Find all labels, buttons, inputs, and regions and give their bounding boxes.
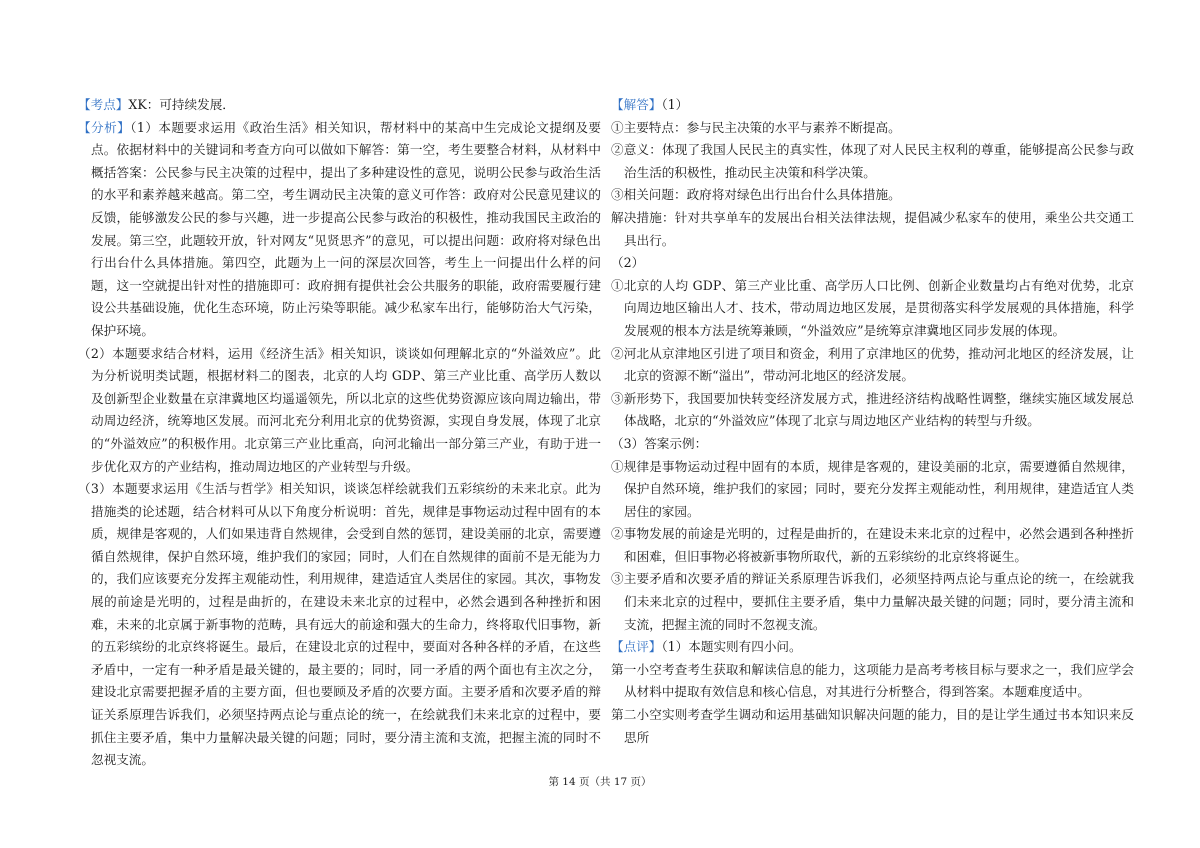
answer-line-3: ③相关问题：政府将对绿色出行出台什么具体措施。: [611, 187, 901, 203]
answer-line-9: （3）答案示例：: [611, 435, 708, 451]
jieda-paragraph: [611, 94, 1134, 117]
kaodian-paragraph: [78, 94, 601, 117]
dianping-tag: 【点评】: [611, 639, 662, 655]
answer-line-4: 解决措施：针对共享单车的发展出台相关法律法规，提倡减少私家车的使用，乘坐公共交通工具出行。: [611, 209, 1134, 248]
fenxi-tag: 【分析】: [78, 119, 131, 135]
dianping-paragraph: [611, 636, 1134, 659]
answer-line-8: ③新形势下，我国要加快转变经济发展方式，推进经济结构战略性调整，继续实施区域发展总体战略，北京的“外溢效应”体现了北京与周边地区产业结构的转型与升级。: [611, 390, 1134, 429]
kaodian-text: XK：可持续发展．: [128, 97, 235, 112]
fenxi-paragraph: [78, 117, 601, 343]
fenxi-paragraph-3: （3）本题要求运用《生活与哲学》相关知识，谈谈怎样绘就我们五彩缤纷的未来北京。此为措施类的论述题，结合材料可从以下角度分析说明：首先，规律是事物运动过程中固有的本质，规律是客观的，人们如果违背自然规律，会受到自然的惩罚，建设美丽的北京，需要遵循自然规律，保护自然环境，维护我们的家园；同时，人们在自然规律的面前不是无能为力的，我们应该要充分发挥主观能动性，利用规律，建造适宜人类居住的家园。其次，事物发展的前途是光明的，过程是曲折的，在建设未来北京的过程中，必然会遇到各种挫折和困难，未来的北京属于新事物的范畴，具有远大的前途和强大的生命力，终将取代旧事物，新的五彩缤纷的北京终将诞生。最后，在建设北京的过程中，要面对各种各样的矛盾，在这些矛盾中，一定有一种矛盾是最关键的，最主要的；同时，同一矛盾的两个面也有主次之分，建设北京需要把握矛盾的主要方面，但也要顾及矛盾的次要方面。主要矛盾和次要矛盾的辩证关系原理告诉我们，必须坚持两点论与重点论的统一，在绘就我们未来北京的过程中，要抓住主要矛盾，集中力量解决最关键的问题；同时，要分清主流和支流，把握主流的同时不忽视支流。: [78, 481, 601, 768]
left-column: [78, 94, 601, 772]
fenxi-text-1: （1）本题要求运用《政治生活》相关知识，帮材料中的某高中生完成论文提纲及要点。依据材料中的关键词和考查方向可以做如下解答：第一空，考生要整合材料，从材料中概括答案：公民参与民主决策的过程中，提出了多种建设性的意见，说明公民参与政治生活的水平和素养越来越高。第二空，考生调动民主决策的意义可作答：政府对公民意见建议的反馈，能够激发公民的参与兴趣，进一步提高公民参与政治的积极性，推动我国民主政治的发展。第三空，此题较开放，针对网友“见贤思齐”的意见，可以提出问题：政府将对绿色出行出台什么具体措施。第四空，此题为上一问的深层次回答，考生上一问提出什么样的问题，这一空就提出针对性的措施即可：政府拥有提供社会公共服务的职能，政府需要履行建设公共基础设施，优化生态环境，防止污染等职能。减少私家车出行，能够防治大气污染，保护环境。: [91, 119, 602, 338]
dianping-text-1: （1）本题实则有四小问。: [661, 639, 802, 655]
answer-line-11: ②事物发展的前途是光明的，过程是曲折的，在建设未来北京的过程中，必然会遇到各种挫折和困难，但旧事物必将被新事物所取代，新的五彩缤纷的北京终将诞生。: [611, 526, 1134, 564]
fenxi-paragraph-2: （2）本题要求结合材料，运用《经济生活》相关知识，谈谈如何理解北京的“外溢效应”。此为分析说明类试题，根据材料二的图表，北京的人均 GDP、第三产业比重、高学历人数以及创新型企业数量在京津冀地区均遥遥领先，所以北京的这些优势资源应该向周边输出，带动周边经济，统筹地区发展。而河北充分利用北京的优势资源，实现自身发展，体现了北京的“外溢效应”的积极作用。北京第三产业比重高，向河北输出一部分第三产业，有助于进一步优化双方的产业结构，推动周边地区的产业转型与升级。: [78, 345, 601, 474]
answer-line-7: ②河北从京津地区引进了项目和资金，利用了京津地区的优势，推动河北地区的经济发展，让北京的资源不断“溢出”，带动河北地区的经济发展。: [611, 345, 1134, 384]
answer-line-10: ①规律是事物运动过程中固有的本质，规律是客观的，建设美丽的北京，需要遵循自然规律，保护自然环境，维护我们的家园；同时，要充分发挥主观能动性，利用规律，建造适宜人类居住的家园。: [611, 458, 1134, 519]
answer-line-12: ③主要矛盾和次要矛盾的辩证关系原理告诉我们，必须坚持两点论与重点论的统一，在绘就我们未来北京的过程中，要抓住主要矛盾，集中力量解决最关键的问题；同时，要分清主流和支流，把握主流的同时不忽视支流。: [611, 571, 1134, 632]
answer-line-2: ②意义：体现了我国人民民主的真实性，体现了对人民民主权利的尊重，能够提高公民参与政治生活的积极性，推动民主决策和科学决策。: [611, 142, 1134, 180]
answer-line-1: ①主要特点：参与民主决策的水平与素养不断提高。: [611, 119, 901, 135]
jieda-text-1: （1）: [661, 97, 689, 112]
comment-line-2: 第二小空实则考查学生调动和运用基础知识解决问题的能力，目的是让学生通过书本知识来反思所: [611, 707, 1134, 745]
answer-line-5: （2）: [611, 255, 645, 271]
page-footer: 第 14 页（共 17 页）: [548, 776, 652, 788]
right-column: [611, 94, 1134, 749]
answer-line-6: ①北京的人均 GDP、第三产业比重、高学历人口比例、创新企业数量均占有绝对优势，北京向周边地区输出人才、技术，带动周边地区发展，是贯彻落实科学发展观的具体措施，科学发展观的根本方法是统筹兼顾，“外溢效应”是统筹京津冀地区同步发展的体现。: [611, 277, 1134, 338]
comment-line-1: 第一小空考查考生获取和解读信息的能力，这项能力是高考考核目标与要求之一，我们应学会从材料中提取有效信息和核心信息，对其进行分析整合，得到答案。本题难度适中。: [611, 661, 1134, 700]
kaodian-tag: 【考点】: [78, 97, 129, 112]
jieda-tag: 【解答】: [611, 97, 662, 112]
